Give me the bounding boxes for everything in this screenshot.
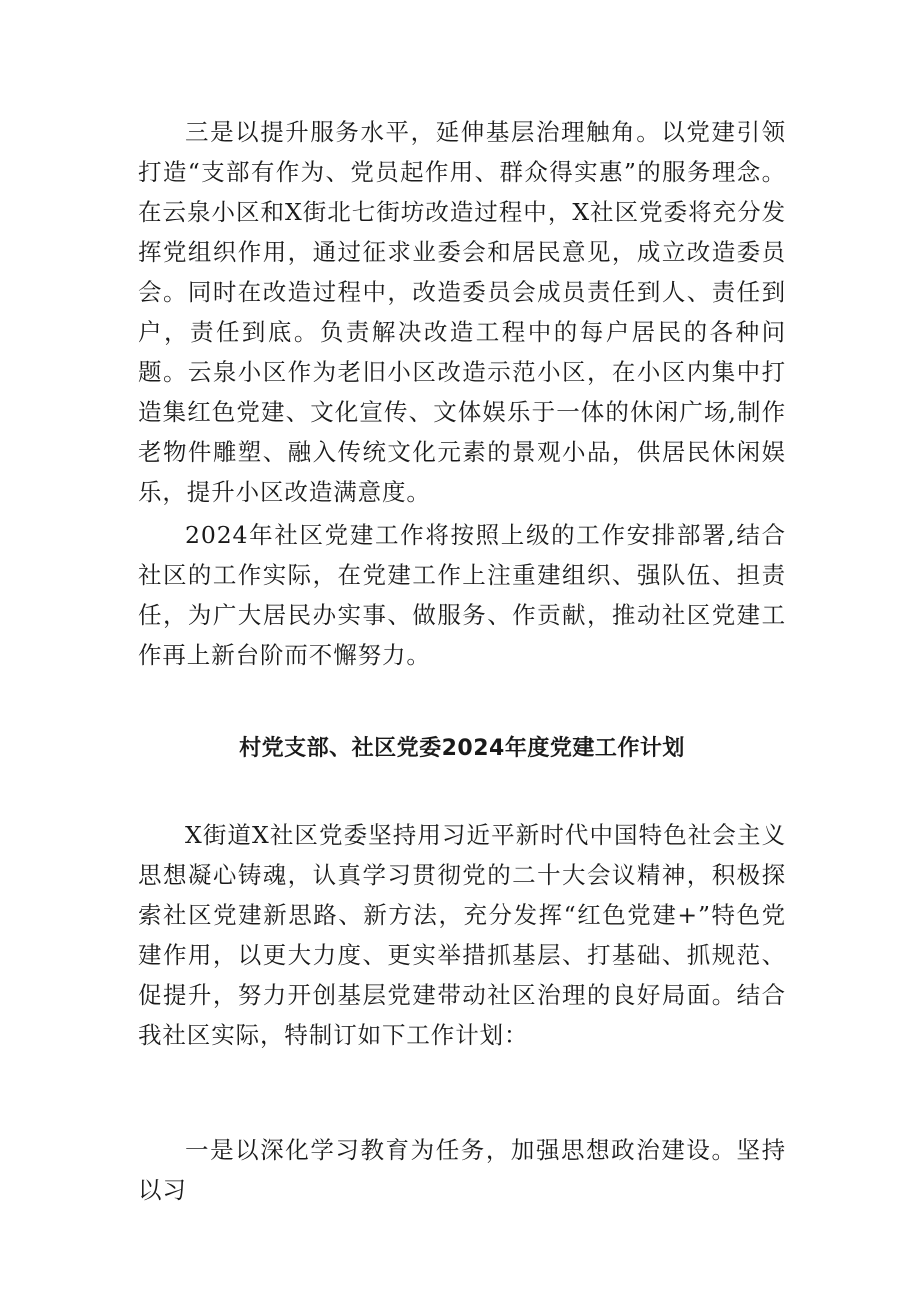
paragraph-2024-summary: 2024年社区党建工作将按照上级的工作安排部署,结合社区的工作实际，在党建工作上注重建组织、强队伍、担责任，为广大居民办实事、做服务、作贡献，推动社区党建工作再上新台阶而不懈努力。	[138, 521, 786, 669]
paragraph-service-level: 三是以提升服务水平，延伸基层治理触角。以党建引领打造“支部有作为、党员起作用、群众得实惠”的服务理念。在云泉小区和X街北七街坊改造过程中，X社区党委将充分发挥党组织作用，通过征求业委会和居民意见，成立改造委员会。同时在改造过程中，改造委员会成员责任到人、责任到户，责任到底。负责解决改造工程中的每户居民的各种问题。云泉小区作为老旧小区改造示范小区，在小区内集中打造集红色党建、文化宣传、文体娱乐于一体的休闲广场,制作老物件雕塑、融入传统文化元素的景观小品，供居民休闲娱乐，提升小区改造满意度。	[138, 118, 786, 506]
document-body-top	[138, 112, 786, 675]
document-body-plan-item-1	[138, 1130, 786, 1210]
section-title: 村党支部、社区党委2024年度党建工作计划	[239, 736, 685, 761]
paragraph-plan-item-1: 一是以深化学习教育为任务，加强思想政治建设。坚持以习	[138, 1136, 786, 1204]
document-body-plan-intro	[138, 815, 786, 1055]
paragraph-plan-intro: X街道X社区党委坚持用习近平新时代中国特色社会主义思想凝心铸魂，认真学习贯彻党的二十大会议精神，积极探索社区党建新思路、新方法，充分发挥“红色党建+”特色党建作用，以更大力度、更实举措抓基层、打基础、抓规范、促提升，努力开创基层党建带动社区治理的良好局面。结合我社区实际，特制订如下工作计划：	[138, 821, 786, 1049]
